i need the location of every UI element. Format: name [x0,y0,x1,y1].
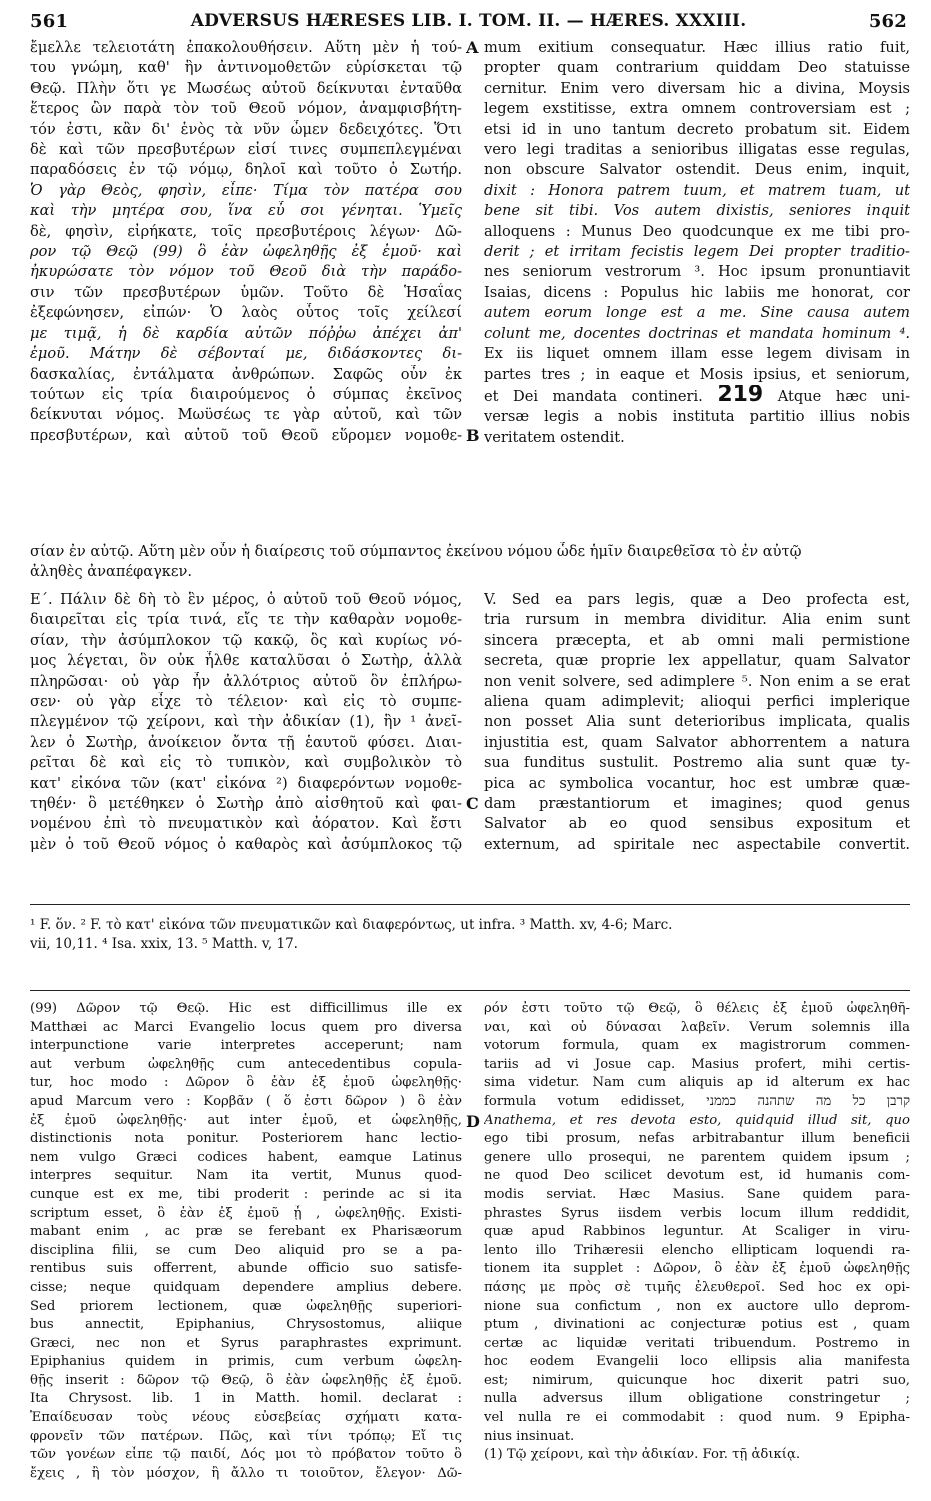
comm-line: ἐξ ἐμοῦ ὠφεληθῇς· aut inter ἐμοῦ, et ὠφεληθῇς, [30,1112,462,1128]
comm-line: Anathema, et res devota esto, quidquid illud sit, quo [484,1112,910,1128]
page-header [30,6,907,36]
text-line: Salvator ab eo quod sensibus expositum et [484,815,910,833]
text-line: Θεῷ. Πλὴν ὅτι γε Μωσέως αὐτοῦ δείκνυται ἐνταῦθα [30,79,462,97]
comm-line: votorum formula, quam ex magistrorum commen- [484,1038,910,1054]
comm-line: tionem ita supplet : Δῶρον, ὃ ἐὰν ἐξ ἐμοῦ ὠφεληθῇς [484,1261,910,1277]
text-line: πλεγμένον τῷ χείρονι, καὶ τὴν ἀδικίαν (1), ἣν ¹ ἀνεῖ- [30,713,462,731]
text-line: ἕτερος ὢν παρὰ τὸν τοῦ Θεοῦ νόμον, ἀναμφισβήτη- [30,100,462,118]
comm-line: cunque est ex me, tibi proderit : perinde ac si ita [30,1186,462,1202]
comm-line: ναι, καὶ οὐ δύνασαι λαβεῖν. Verum solemnis illa [484,1019,910,1035]
text-line: δασκαλίας, ἐντάλματα ἀνθρώπων. Σαφῶς οὖν ἐκ [30,365,462,383]
text-line: του γνώμη, καθ' ἣν ἀντινομοθετῶν εὑρίσκεται τῷ [30,59,462,77]
comm-line [484,1093,910,1112]
text-line: etsi id in uno tantum decreto probatum sit. Eidem [484,120,910,138]
comm-line: ἔχεις , ἢ τὸν μόσχον, ἢ ἄλλο τι τοιοῦτον, ἔλεγον· Δῶ- [30,1465,462,1481]
footnotes [30,916,910,954]
comm-line: Epiphanius quidem in primis, cum verbum ὠφελη- [30,1354,462,1370]
comm-line: Matthæi ac Marci Evangelio locus quem pro diversa [30,1019,462,1035]
text-line: non posset Alia sunt deterioribus implicata, qualis [484,713,910,731]
comm-line: Ἐπαίδευσαν τοὺς νέους εὐσεβείας σχήματι κατα- [30,1410,462,1426]
comm-line: certæ ac liquidæ veritati tribuendum. Postremo in [484,1335,910,1351]
comm-line: modis serviat. Hæc Masius. Sane quidem para- [484,1186,910,1202]
text-line: μος λέγεται, ὃν οὐκ ἦλθε καταλῦσαι ὁ Σωτὴρ, ἀλλὰ [30,652,462,670]
text-line: dam præstantiorum et imagines; quod genus [484,795,910,813]
commentary-divider [30,990,910,991]
comm-line: mabant enim , ac præ se ferebant ex Pharisæorum [30,1224,462,1240]
comm-line: quæ apud Rabbinos leguntur. At Scaliger in viru- [484,1224,910,1240]
text-line: versæ legis a nobis instituta partitio illius nobis [484,408,910,426]
text-line: τούτων εἰς τρία διαιρούμενος ὁ σύμπας ἐκεῖνος [30,385,462,403]
text-line: dixit : Honora patrem tuum, et matrem tuam, ut [484,181,910,199]
latin-column-top [484,38,910,448]
text-line: colunt me, docentes doctrinas et mandata hominum ⁴. [484,324,910,342]
comm-line: tur, hoc modo : Δῶρον ὃ ἐὰν ἐξ ἐμοῦ ὠφεληθῇς· [30,1075,462,1091]
page-number-right: 562 [868,10,907,32]
text-line: sua funditus sustulit. Postremo alia sunt quæ ty- [484,754,910,772]
text-line: δὲ, φησὶν, εἰρήκατε, τοῖς πρεσβυτέροις λέγων· Δῶ- [30,222,462,240]
margin-letter-b: B [466,426,480,445]
comm-line: scriptum esset, ὃ ἐὰν ἐξ ἐμοῦ ᾖ , ὠφεληθῇς. Existi- [30,1205,462,1221]
text-line: διαιρεῖται εἰς τρία τινά, εἴς τε τὴν καθαρὰν νομοθε- [30,611,462,629]
comm-line: (1) Τῷ χείρονι, καὶ τὴν ἀδικίαν. For. τῇ ἀδικίᾳ. [484,1447,801,1463]
comm-line: nione sua confictum , non ex auctore ullo deprom- [484,1298,910,1314]
comm-line: rentibus suis offerrent, abunde officio suo satisfe- [30,1261,462,1277]
section-number-219: 219 [717,384,764,407]
text-fragment: et Dei mandata contineri. [484,387,703,405]
text-line: bene sit tibi. Vos autem dixistis, seniores inquit [484,202,910,220]
comm-line: vel nulla re ei commodabit : quod num. 9 Epipha- [484,1410,910,1426]
text-line: ρον τῷ Θεῷ (99) ὃ ἐὰν ὠφεληθῇς ἐξ ἐμοῦ· καὶ [30,243,462,261]
hebrew-formula: קרבן כל מה שתהנה כממני [706,1093,910,1109]
text-line: κατ' εἰκόνα τῶν (κατ' εἰκόνα ²) διαφερόντων νομοθε- [30,774,462,792]
text-line [484,385,910,407]
text-line: πληρῶσαι· οὐ γὰρ ἦν ἀλλότριος αὐτοῦ ὃν ἐπλήρω- [30,672,462,690]
text-line: ἠκυρώσατε τὸν νόμον τοῦ Θεοῦ διὰ τὴν παράδο- [30,263,462,281]
comm-line: phrastes Syrus iisdem verbis locum illum reddidit, [484,1205,910,1221]
text-line: aliena quam adimplevit; alioqui perfici implerique [484,693,910,711]
comm-line: aut verbum ὠφεληθῇς cum antecedentibus copula- [30,1056,462,1072]
text-line: sincera præcepta, et ab omni mali permistione [484,631,910,649]
comm-line: ρόν ἐστι τοῦτο τῷ Θεῷ, ὃ θέλεις ἐξ ἐμοῦ ὠφεληθῆ- [484,1001,910,1016]
comm-line: lento illo Trihæresii elencho ellipticam loquendi ra- [484,1242,910,1258]
text-line: autem eorum longe est a me. Sine causa autem [484,304,910,322]
footnote-line: vii, 10,11. ⁴ Isa. xxix, 13. ⁵ Matth. v, 17. [30,936,298,952]
commentary-column-right [484,1000,910,1465]
margin-letter-d: D [466,1112,480,1131]
comm-line: (99) Δῶρον τῷ Θεῷ. Hic est difficillimus ille ex [30,1001,462,1016]
comm-line: interpres sequitur. Nam ita vertit, Munus quod- [30,1168,462,1184]
text-line: alloquens : Munus Deo quodcunque ex me tibi pro- [484,222,910,240]
text-line: externum, ad spiritale nec aspectabile convertit. [484,835,910,853]
text-line: με τιμᾷ, ἡ δὲ καρδία αὐτῶν πόῤῥω ἀπέχει ἀπ' [30,324,462,342]
footnote-line: ¹ F. ὅν. ² F. τὸ κατ' εἰκόνα τῶν πνευματικῶν καὶ διαφερόντως, ut infra. ³ Matth. xv, 4-6; Marc. [30,917,673,933]
text-line: injustitia est, quam Salvator abhorrentem a natura [484,733,910,751]
comm-line: θῇς inserit : δῶρον τῷ Θεῷ, ὃ ἐὰν ὠφεληθῇς ἐξ ἐμοῦ. [30,1372,462,1388]
text-line: veritatem ostendit. [484,428,625,446]
comm-line: φρονεῖν τῶν πατέρων. Πῶς, καὶ τίνι τρόπῳ; Εἴ τις [30,1428,462,1444]
commentary-column-left [30,1000,462,1483]
text-line: Ε΄. Πάλιν δὲ δὴ τὸ ἓν μέρος, ὁ αὐτοῦ τοῦ Θεοῦ νόμος, [30,591,462,608]
text-fragment: Atque hæc uni- [777,387,910,405]
footnote-divider [30,904,910,905]
comm-line: nius insinuat. [484,1428,575,1444]
comm-line: distinctionis nota ponitur. Posteriorem hanc lectio- [30,1131,462,1147]
text-line: μὲν ὁ τοῦ Θεοῦ νόμος ὁ καθαρὸς καὶ ἀσύμπλοκος τῷ [30,835,462,853]
text-line: δὲ καὶ τῶν πρεσβυτέρων εἰσί τινες συμπεπλεγμέναι [30,141,462,159]
comm-line: ptum , divinationi ac conjecturæ potius est , quam [484,1317,910,1333]
text-line: pica ac symbolica vocantur, hoc est umbræ quæ- [484,774,910,792]
comm-line: ne quod Deo scilicet devotum est, id humanis com- [484,1168,910,1184]
comm-line: πάσης με πρὸς σὲ τιμῆς ἐλευθεροῖ. Sed hoc ex opi- [484,1279,910,1295]
text-line: Ὁ γὰρ Θεὸς, φησὶν, εἶπε· Τίμα τὸν πατέρα σου [30,181,462,199]
text-line: vero legi traditas a senioribus illigatas esse regulas, [484,141,910,159]
running-title: ADVERSUS HÆRESES LIB. I. TOM. II. — HÆRES. XXXIII. [190,11,747,31]
comm-line: hoc eodem Evangelii loco ellipsis alia manifesta [484,1354,910,1370]
text-line: παραδόσεις ἐν τῷ νόμῳ, δηλοῖ καὶ τοῦτο ὁ Σωτήρ. [30,161,462,179]
comm-line: Sed priorem lectionem, quæ ὠφεληθῇς superiori- [30,1298,462,1314]
comm-line: tariis ad vi Josue cap. Masius profert, mihi certis- [484,1056,910,1072]
comm-line: sima videtur. Nam cum aliquis ap id alterum ex hac [484,1075,910,1091]
text-line: Ex iis liquet omnem illam esse legem divisam in [484,345,910,363]
comm-line: nulla adversus illum obligatione constringetur ; [484,1391,910,1407]
comm-line: cisse; neque quidquam dependere amplius debere. [30,1279,462,1295]
text-line: secreta, quæ proprie lex appellatur, quam Salvator [484,652,910,670]
comm-line: apud Marcum vero : Κορβᾶν ( ὅ ἐστι δῶρον ) ὃ ἐὰν [30,1093,462,1109]
comm-line: disciplina filii, se cum Deo aliquid pro se a pa- [30,1242,462,1258]
text-line: propter quam contrarium quiddam Deo statuisse [484,59,910,77]
text-line: καὶ τὴν μητέρα σου, ἵνα εὖ σοι γένηται. Ὑμεῖς [30,202,462,220]
text-fragment: formula votum edidisset, [484,1093,685,1109]
text-line: νομένου ἐπὶ τὸ πνευματικὸν καὶ ἀόρατον. Καὶ ἔστι [30,815,462,833]
comm-line: ego tibi prosum, nefas arbitrabantur illum beneficii [484,1131,910,1147]
text-line: λεν ὁ Σωτὴρ, ἀνοίκειον ὄντα τῇ ἑαυτοῦ φύσει. Διαι- [30,733,462,751]
text-line: Isaias, dicens : Populus hic labiis me honorat, cor [484,283,910,301]
text-line: ἐξεφώνησεν, εἰπών· Ὁ λαὸς οὗτος τοῖς χείλεσί [30,304,462,322]
comm-line: Græci, nec non et Syrus paraphrastes exprimunt. [30,1335,462,1351]
text-line: cernitur. Enim vero diversam hic a divina, Moysis [484,79,910,97]
text-line: σίαν, τὴν ἀσύμπλοκον τῷ κακῷ, ὃς καὶ κυρίως νό- [30,631,462,649]
comm-line: est; nimirum, quicunque hoc dixerit patri suo, [484,1372,910,1388]
text-line: ἔμελλε τελειοτάτη ἐπακολουθήσειν. Αὕτη μὲν ἡ τού- [30,39,462,56]
page-number-left: 561 [30,10,69,32]
text-line: derit ; et irritam fecistis legem Dei propter traditio- [484,243,910,261]
margin-letter-c: C [466,794,479,813]
greek-column-mid [30,590,462,855]
text-line: mum exitium consequatur. Hæc illius ratio fuit, [484,39,910,56]
text-line: tria rursum in membra dividitur. Alia enim sunt [484,611,910,629]
full-width-text [30,542,910,583]
text-line: σεν· οὐ γὰρ εἶχε τὸ τέλειον· καὶ εἰς τὸ συμπε- [30,693,462,711]
text-line: δείκνυται νόμος. Μωϋσέως τε γὰρ αὐτοῦ, καὶ τῶν [30,406,462,424]
latin-column-mid [484,590,910,855]
comm-line: bus annectit, Epiphanius, Chrysostomus, aliique [30,1317,462,1333]
text-line: τηθέν· ὃ μετέθηκεν ὁ Σωτὴρ ἀπὸ αἰσθητοῦ καὶ φαι- [30,795,462,813]
text-line: πρεσβυτέρων, καὶ αὐτοῦ τοῦ Θεοῦ εὕρομεν νομοθε- [30,426,462,444]
text-line: ρεῖται δὲ καὶ εἰς τὸ τυπικὸν, καὶ συμβολικὸν τὸ [30,754,462,772]
comm-line: genere ullo prosequi, ne parentem quidem ipsum ; [484,1149,910,1165]
text-line: non venit solvere, sed adimplere ⁵. Non enim a se erat [484,672,910,690]
text-line: σίαν ἐν αὐτῷ. Αὕτη μὲν οὖν ἡ διαίρεσις τοῦ σύμπαντος ἐκείνου νόμου ὧδε ἡμῖν διαιρεθεῖσα τὸ ἐν αὐτῷ [30,543,802,560]
comm-line: Ita Chrysost. lib. 1 in Matth. homil. declarat : [30,1391,462,1407]
text-line: legem exstitisse, extra omnem controversiam est ; [484,100,910,118]
text-line: V. Sed ea pars legis, quæ a Deo profecta est, [484,591,910,608]
text-line: σιν τῶν πρεσβυτέρων ὑμῶν. Τοῦτο δὲ Ἡσαΐας [30,283,462,301]
text-line: partes tres ; in eaque et Mosis ipsius, et seniorum, [484,365,910,383]
comm-line: nem vulgo Græci codices habent, eamque Latinus [30,1149,462,1165]
text-line: ἐμοῦ. Μάτην δὲ σέβονταί με, διδάσκοντες δι- [30,345,462,363]
greek-column-top [30,38,462,446]
margin-letter-a: A [466,38,479,57]
comm-line: interpunctione varie interpretes acceperunt; nam [30,1038,462,1054]
comm-line: τῶν γονέων εἶπε τῷ παιδί, Δός μοι τὸ πρόβατον τοῦτο ὃ [30,1447,462,1463]
text-line: non obscure Salvator ostendit. Deus enim, inquit, [484,161,910,179]
text-line: ἀληθὲς ἀναπέφαγκεν. [30,563,192,581]
text-line: nes seniorum vestrorum ³. Hoc ipsum pronuntiavit [484,263,910,281]
text-line: τόν ἐστι, κἂν δι' ἑνὸς τὰ νῦν ὦμεν δεδειχότες. Ὅτι [30,120,462,138]
